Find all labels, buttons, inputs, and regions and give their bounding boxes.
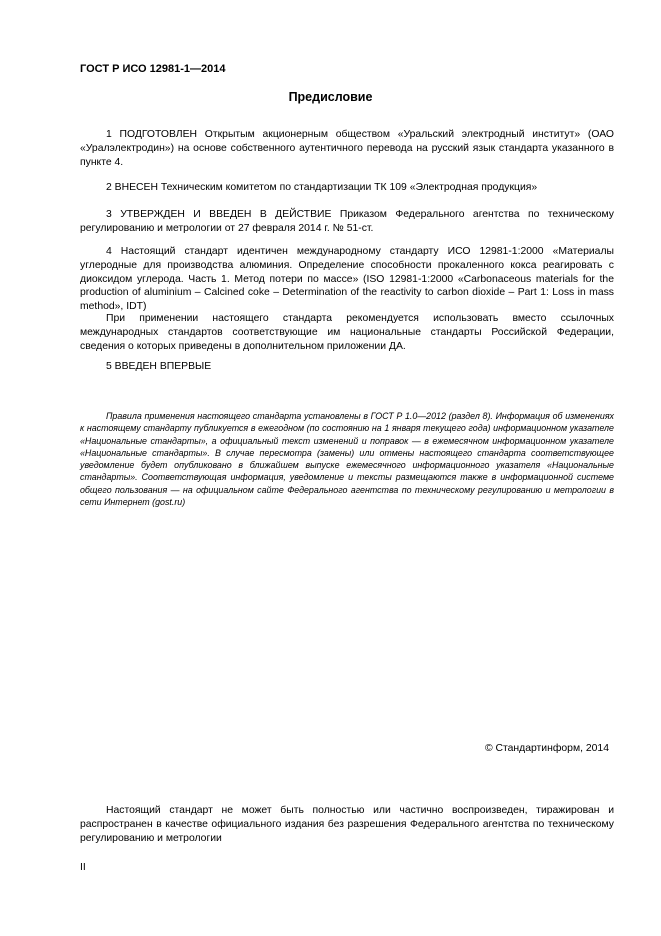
paragraph-4-identical: 4 Настоящий стандарт идентичен международному стандарту ИСО 12981-1:2000 «Материалы углеродные для производства алюминия. Определение способности прокаленного кокса реагировать с диоксидом углерода. Часть 1. Метод потери по массе» (ISO 12981-1:2000 «Carbonaceous materials for the production of aluminium – Calcined coke – Determination of the reactivity to carbon dioxide – Part 1: Loss in mass method», IDT) <box>80 246 614 313</box>
paragraph-5-first-introduced: 5 ВВЕДЕН ВПЕРВЫЕ <box>106 361 212 372</box>
application-rules-notice: Правила применения настоящего стандарта установлены в ГОСТ Р 1.0—2012 (раздел 8). Информация об изменениях к настоящему стандарту публикуется в ежегодном (по состоянию на 1 января текущего года) информационном указателе «Национальные стандарты», а официальный текст изменений и поправок — в ежемесячном информационном указателе «Национальные стандарты». В случае пересмотра (замены) или отмены настоящего стандарта соответствующее уведомление будет опубликовано в ближайшем выпуске ежемесячного информационного указателя «Национальные стандарты». Соответствующая информация, уведомление и тексты размещаются также в информационной системе общего пользования — на официальном сайте Федерального агентства по техническому регулированию и метрологии в сети Интернет (gost.ru) <box>80 411 614 508</box>
document-header: ГОСТ Р ИСО 12981-1—2014 <box>80 63 226 75</box>
reproduction-notice: Настоящий стандарт не может быть полностью или частично воспроизведен, тиражирован и распространен в качестве официального издания без разрешения Федерального агентства по техническому регулированию и метрологии <box>80 805 614 844</box>
paragraph-3-approved: 3 УТВЕРЖДЕН И ВВЕДЕН В ДЕЙСТВИЕ Приказом Федерального агентства по техническому регулированию и метрологии от 27 февраля 2014 г. № 51-ст. <box>80 209 614 234</box>
paragraph-2-introduced: 2 ВНЕСЕН Техническим комитетом по стандартизации ТК 109 «Электродная продукция» <box>106 182 538 193</box>
page-title: Предисловие <box>288 90 373 104</box>
copyright-notice: © Стандартинформ, 2014 <box>484 743 609 754</box>
page-number: II <box>80 862 86 873</box>
paragraph-4-references: При применении настоящего стандарта рекомендуется использовать вместо ссылочных международных стандартов соответствующие им национальные стандарты Российской Федерации, сведения о которых приведены в дополнительном приложении ДА. <box>80 313 614 352</box>
paragraph-1-prepared: 1 ПОДГОТОВЛЕН Открытым акционерным обществом «Уральский электродный институт» (ОАО «Уралэлектродин») на основе собственного аутентичного перевода на русский язык стандарта указанного в пункте 4. <box>80 129 614 168</box>
